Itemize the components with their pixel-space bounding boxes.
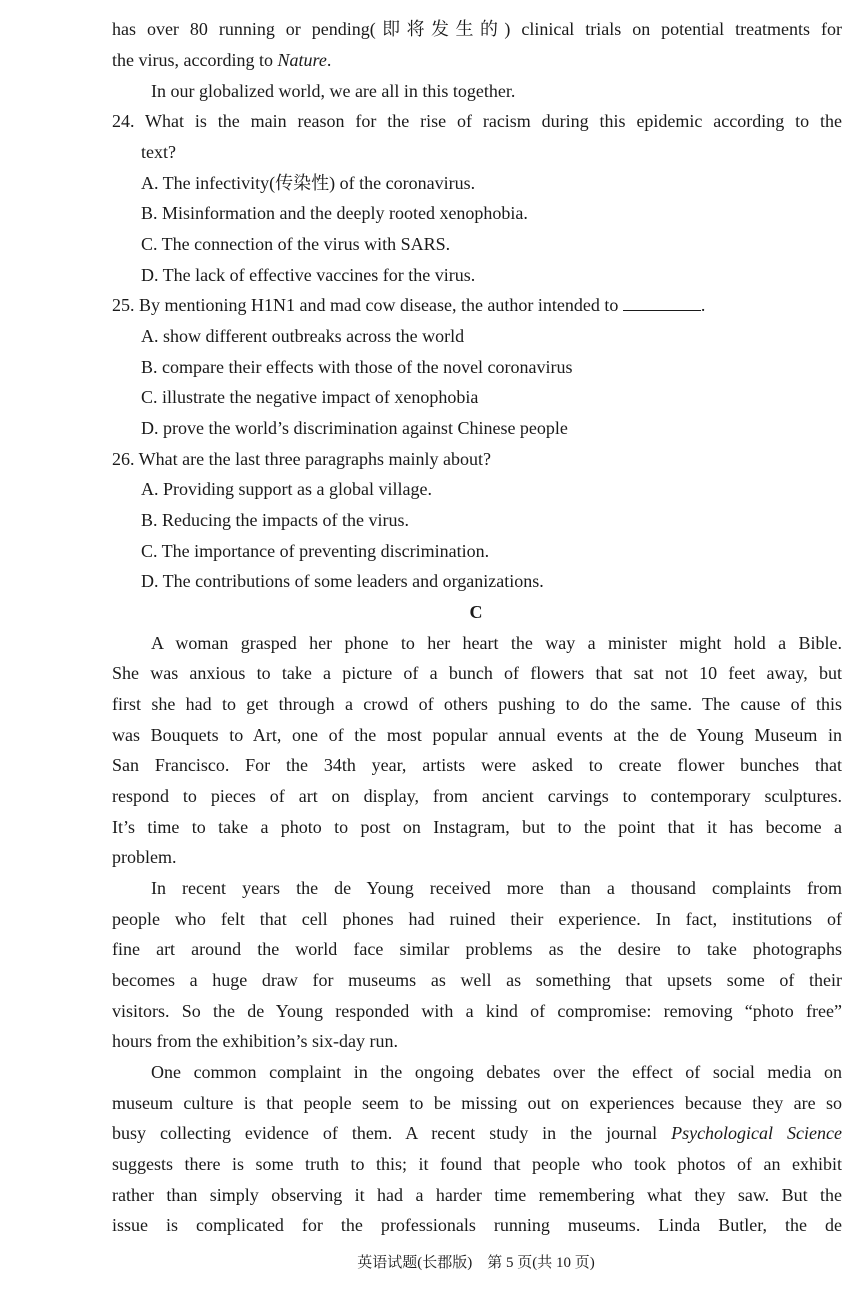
paragraph-line: problem. [112,847,177,867]
question-26-option-d: D. The contributions of some leaders and organizations. [141,571,544,591]
passage-line: In our globalized world, we are all in this together. [151,81,516,101]
question-26-option-b: B. Reducing the impacts of the virus. [141,510,409,530]
question-24-option-d: D. The lack of effective vaccines for the virus. [141,265,476,285]
question-24-option-c: C. The connection of the virus with SARS. [141,234,451,254]
paragraph-line: busy collecting evidence of them. A recent study in the journal Psychological Science [112,1123,842,1143]
page-footer: 英语试题(长郡版) 第 5 页(共 10 页) [357,1255,595,1271]
question-25-stem: 25. By mentioning H1N1 and mad cow disease, the author intended to . [112,290,705,321]
paragraph-line: In recent years the de Young received more than a thousand complaints from [151,878,842,898]
question-25-option-d: D. prove the world’s discrimination against Chinese people [141,418,568,438]
question-25-option-a: A. show different outbreaks across the world [141,326,465,346]
paragraph-line: respond to pieces of art on display, from ancient carvings to contemporary sculptures. [112,786,842,806]
paragraph-line: fine art around the world face similar problems as the desire to take photographs [112,939,842,959]
paragraph-line: becomes a huge draw for museums as well as something that upsets some of their [112,970,842,990]
passage-line: the virus, according to Nature. [112,50,332,70]
answer-blank [623,292,701,311]
paragraph-line: issue is complicated for the professionals running museums. Linda Butler, the de [112,1215,842,1235]
paragraph-line: She was anxious to take a picture of a bunch of flowers that sat not 10 feet away, but [112,663,842,683]
paragraph-line: It’s time to take a photo to post on Instagram, but to the point that it has become a [112,817,842,837]
question-25-option-c: C. illustrate the negative impact of xenophobia [141,387,479,407]
section-heading: C [469,602,483,622]
question-25-option-b: B. compare their effects with those of the novel coronavirus [141,357,573,377]
paragraph-line: people who felt that cell phones had ruined their experience. In fact, institutions of [112,909,842,929]
passage-line: has over 80 running or pending(即将发生的) clinical trials on potential treatments for [112,19,842,39]
journal-name: Psychological Science [671,1123,842,1143]
paragraph-line: museum culture is that people seem to be missing out on experiences because they are so [112,1093,842,1113]
paragraph-line: suggests there is some truth to this; it found that people who took photos of an exhibit [112,1154,842,1174]
paragraph-line: visitors. So the de Young responded with a kind of compromise: removing “photo free” [112,1001,842,1021]
question-24-option-a: A. The infectivity(传染性) of the coronavirus. [141,173,476,193]
paragraph-line: A woman grasped her phone to her heart the way a minister might hold a Bible. [151,633,842,653]
question-24-option-b: B. Misinformation and the deeply rooted xenophobia. [141,203,528,223]
question-26-option-c: C. The importance of preventing discrimination. [141,541,490,561]
question-24-stem: 24. What is the main reason for the rise of racism during this epidemic according to the [112,111,842,131]
source-name: Nature [277,50,327,70]
paragraph-line: was Bouquets to Art, one of the most popular annual events at the de Young Museum in [112,725,842,745]
question-26-stem: 26. What are the last three paragraphs mainly about? [112,449,492,469]
paragraph-line: hours from the exhibition’s six-day run. [112,1031,398,1051]
paragraph-line: One common complaint in the ongoing debates over the effect of social media on [151,1062,842,1082]
paragraph-line: San Francisco. For the 34th year, artists were asked to create flower bunches that [112,755,842,775]
question-26-option-a: A. Providing support as a global village. [141,479,432,499]
paragraph-line: first she had to get through a crowd of others pushing to do the same. The cause of this [112,694,842,714]
paragraph-line: rather than simply observing it had a harder time remembering what they saw. But the [112,1185,842,1205]
question-24-stem-cont: text? [141,142,176,162]
